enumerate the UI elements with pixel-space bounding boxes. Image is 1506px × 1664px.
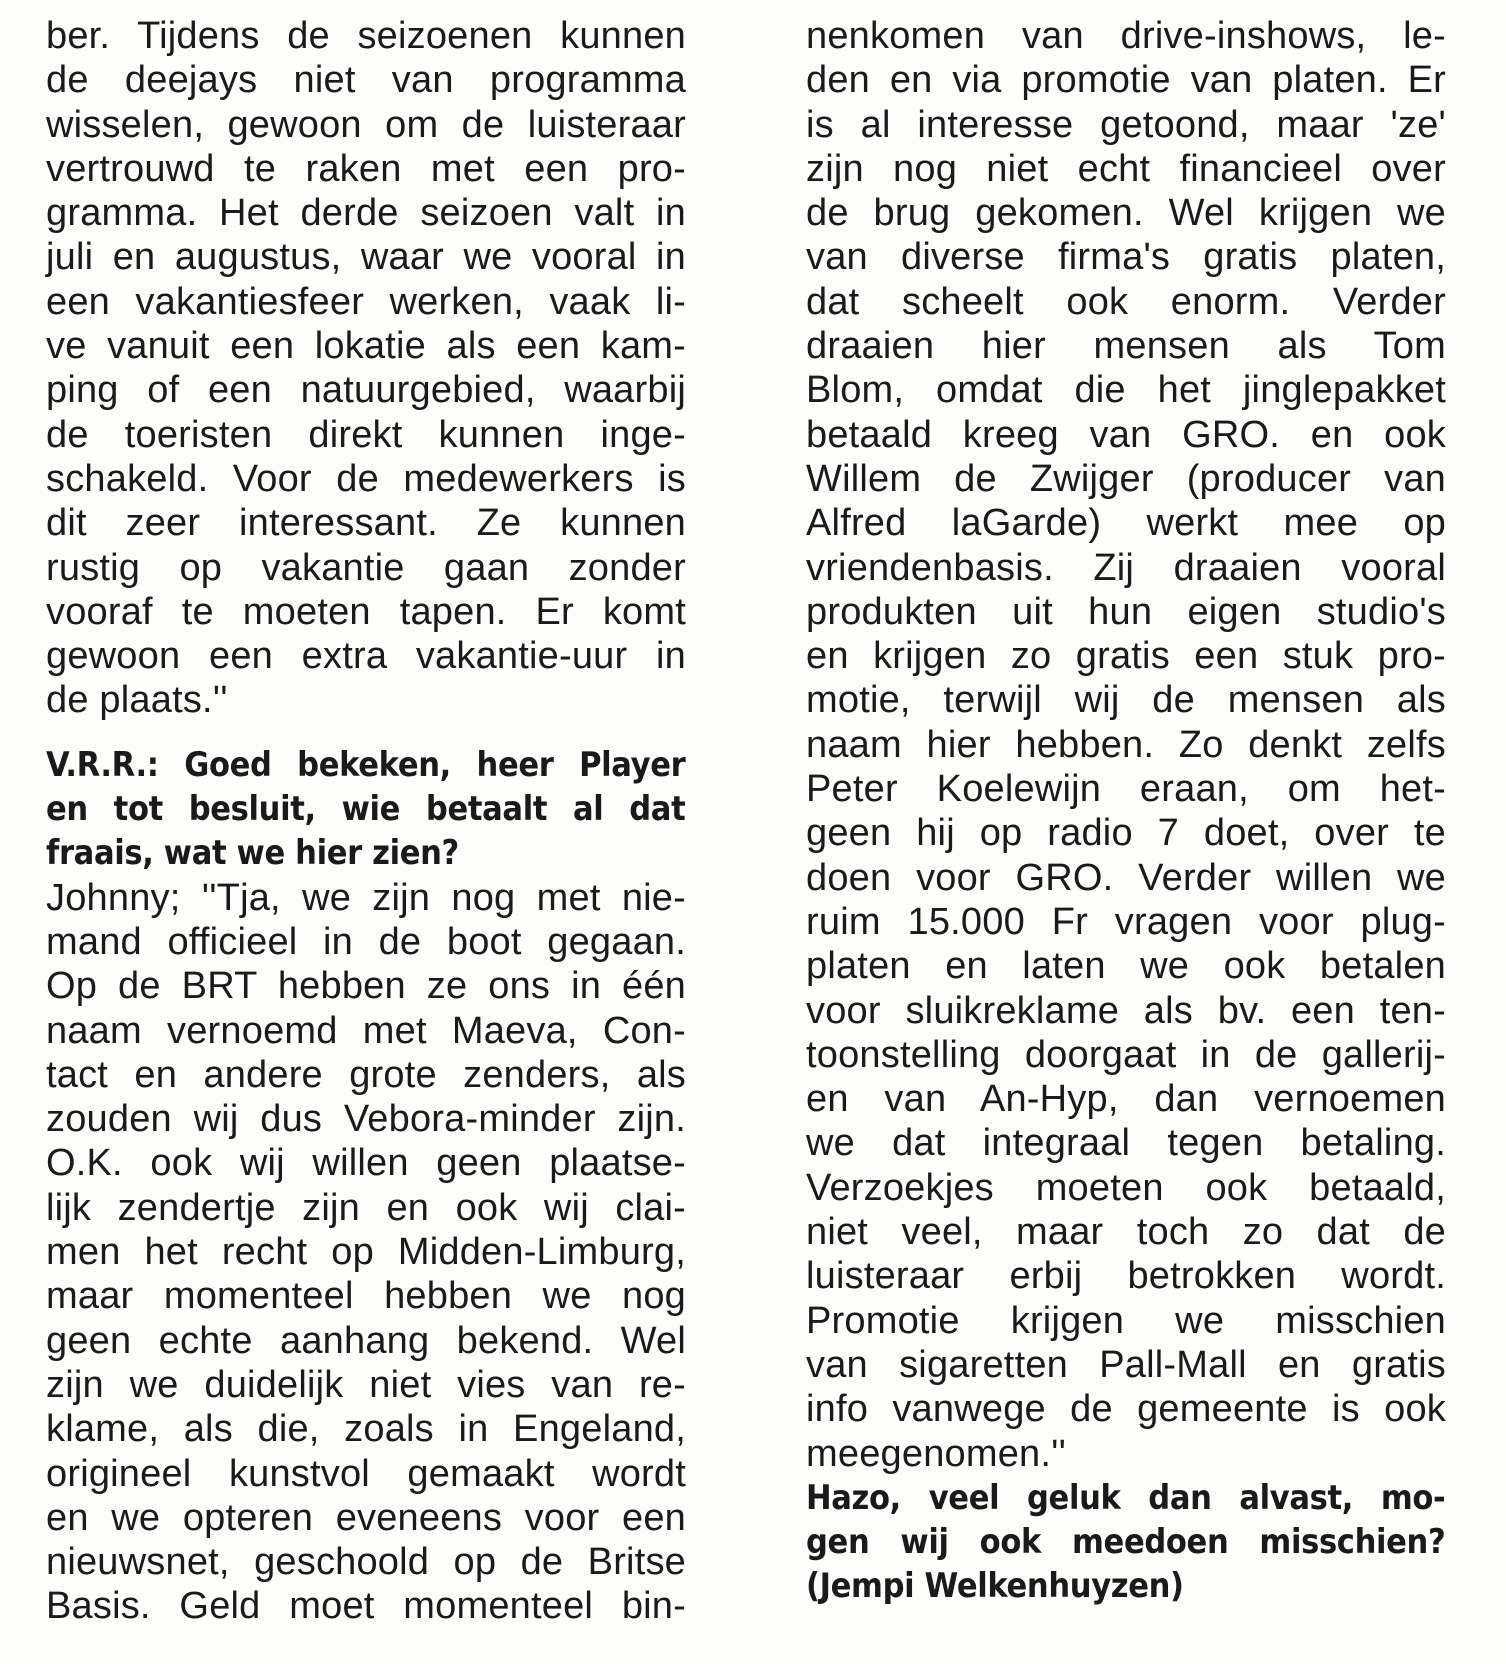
text-line: doen voor GRO. Verder willen we <box>806 856 1446 899</box>
right-column <box>806 14 1446 1609</box>
text-line: geen hij op radio 7 doet, over te <box>806 812 1446 855</box>
text-line: Peter Koelewijn eraan, om het- <box>806 768 1446 811</box>
text-line: O.K. ook wij willen geen plaatse- <box>46 1142 686 1185</box>
text-line: de brug gekomen. Wel krijgen we <box>806 192 1446 235</box>
question-line: en tot besluit, wie betaalt al dat <box>46 789 686 830</box>
text-line: gewoon een extra vakantie-uur in <box>46 635 686 678</box>
text-line: en we opteren eveneens voor een <box>46 1496 686 1539</box>
text-line: een vakantiesfeer werken, vaak li- <box>46 280 686 323</box>
answer-paragraph-1 <box>46 14 686 723</box>
text-line: Alfred laGarde) werkt mee op <box>806 502 1446 545</box>
text-line: nenkomen van drive-inshows, le- <box>806 15 1446 57</box>
text-line: de plaats.'' <box>46 679 228 722</box>
text-line: naam vernoemd met Maeva, Con- <box>46 1009 686 1052</box>
text-line: tact en andere grote zenders, als <box>46 1053 686 1096</box>
text-line: draaien hier mensen als Tom <box>806 325 1446 368</box>
answer-paragraph-2 <box>46 876 686 1629</box>
interview-question <box>46 743 686 876</box>
text-line: zijn nog niet echt financieel over <box>806 147 1446 190</box>
text-line: Verzoekjes moeten ook betaald, <box>806 1166 1446 1209</box>
text-line: toonstelling doorgaat in de gallerij- <box>806 1033 1446 1076</box>
text-line: Johnny; ''Tja, we zijn nog met nie- <box>46 876 686 919</box>
text-line: luisteraar erbij betrokken wordt. <box>806 1255 1446 1298</box>
text-line: motie, terwijl wij de mensen als <box>806 679 1446 722</box>
text-line: en krijgen zo gratis een stuk pro- <box>806 635 1446 678</box>
text-line: nieuwsnet, geschoold op de Britse <box>46 1541 686 1584</box>
text-line: mand officieel in de boot gegaan. <box>46 920 686 963</box>
answer-paragraph-3 <box>806 14 1446 1476</box>
text-line: dit zeer interessant. Ze kunnen <box>46 502 686 545</box>
text-line: vertrouwd te raken met een pro- <box>46 147 686 190</box>
closing-remark <box>806 1476 1446 1609</box>
text-line: gramma. Het derde seizoen valt in <box>46 192 686 235</box>
closing-line: gen wij ook meedoen misschien? <box>806 1522 1446 1563</box>
text-line: voor sluikreklame als bv. een ten- <box>806 989 1446 1032</box>
left-column <box>46 14 686 1629</box>
text-line: en van An-Hyp, dan vernoemen <box>806 1078 1446 1121</box>
text-line: lijk zendertje zijn en ook wij clai- <box>46 1186 686 1229</box>
text-line: juli en augustus, waar we vooral in <box>46 236 686 279</box>
paragraph-spacer <box>46 723 686 743</box>
text-line: van diverse firma's gratis platen, <box>806 236 1446 279</box>
text-line: meegenomen.'' <box>806 1432 1067 1475</box>
text-line: de deejays niet van programma <box>46 59 686 102</box>
text-line: info vanwege de gemeente is ook <box>806 1388 1446 1431</box>
text-line: ber. Tijdens de seizoenen kunnen <box>46 15 686 57</box>
text-line: naam hier hebben. Zo denkt zelfs <box>806 723 1446 766</box>
text-line: Willem de Zwijger (producer van <box>806 457 1446 500</box>
text-line: produkten uit hun eigen studio's <box>806 590 1446 633</box>
text-line: geen echte aanhang bekend. Wel <box>46 1319 686 1362</box>
closing-line: Hazo, veel geluk dan alvast, mo- <box>806 1477 1446 1518</box>
text-line: men het recht op Midden-Limburg, <box>46 1231 686 1274</box>
text-line: ping of een natuurgebied, waarbij <box>46 369 686 412</box>
text-line: de toeristen direkt kunnen inge- <box>46 413 686 456</box>
text-line: schakeld. Voor de medewerkers is <box>46 457 686 500</box>
text-line: vriendenbasis. Zij draaien vooral <box>806 546 1446 589</box>
text-line: vooraf te moeten tapen. Er komt <box>46 590 686 633</box>
text-line: den en via promotie van platen. Er <box>806 59 1446 102</box>
text-line: wisselen, gewoon om de luisteraar <box>46 103 686 146</box>
text-line: klame, als die, zoals in Engeland, <box>46 1408 686 1451</box>
text-line: maar momenteel hebben we nog <box>46 1275 686 1318</box>
text-line: niet veel, maar toch zo dat de <box>806 1211 1446 1254</box>
text-line: platen en laten we ook betalen <box>806 945 1446 988</box>
text-line: ruim 15.000 Fr vragen voor plug- <box>806 900 1446 943</box>
text-line: betaald kreeg van GRO. en ook <box>806 413 1446 456</box>
text-line: we dat integraal tegen betaling. <box>806 1122 1446 1165</box>
question-line: V.R.R.: Goed bekeken, heer Player <box>46 744 686 785</box>
text-line: Basis. Geld moet momenteel bin- <box>46 1585 686 1628</box>
text-line: origineel kunstvol gemaakt wordt <box>46 1452 686 1495</box>
text-line: Op de BRT hebben ze ons in één <box>46 965 686 1008</box>
text-line: van sigaretten Pall-Mall en gratis <box>806 1343 1446 1386</box>
text-line: rustig op vakantie gaan zonder <box>46 546 686 589</box>
text-line: zouden wij dus Vebora-minder zijn. <box>46 1098 686 1141</box>
text-line: ve vanuit een lokatie als een kam- <box>46 325 686 368</box>
text-line: is al interesse getoond, maar 'ze' <box>806 103 1446 146</box>
question-line: fraais, wat we hier zien? <box>46 833 459 874</box>
text-line: zijn we duidelijk niet vies van re- <box>46 1363 686 1406</box>
text-line: Blom, omdat die het jinglepakket <box>806 369 1446 412</box>
text-line: dat scheelt ook enorm. Verder <box>806 280 1446 323</box>
author-credit: (Jempi Welkenhuyzen) <box>806 1566 1184 1607</box>
text-line: Promotie krijgen we misschien <box>806 1299 1446 1342</box>
